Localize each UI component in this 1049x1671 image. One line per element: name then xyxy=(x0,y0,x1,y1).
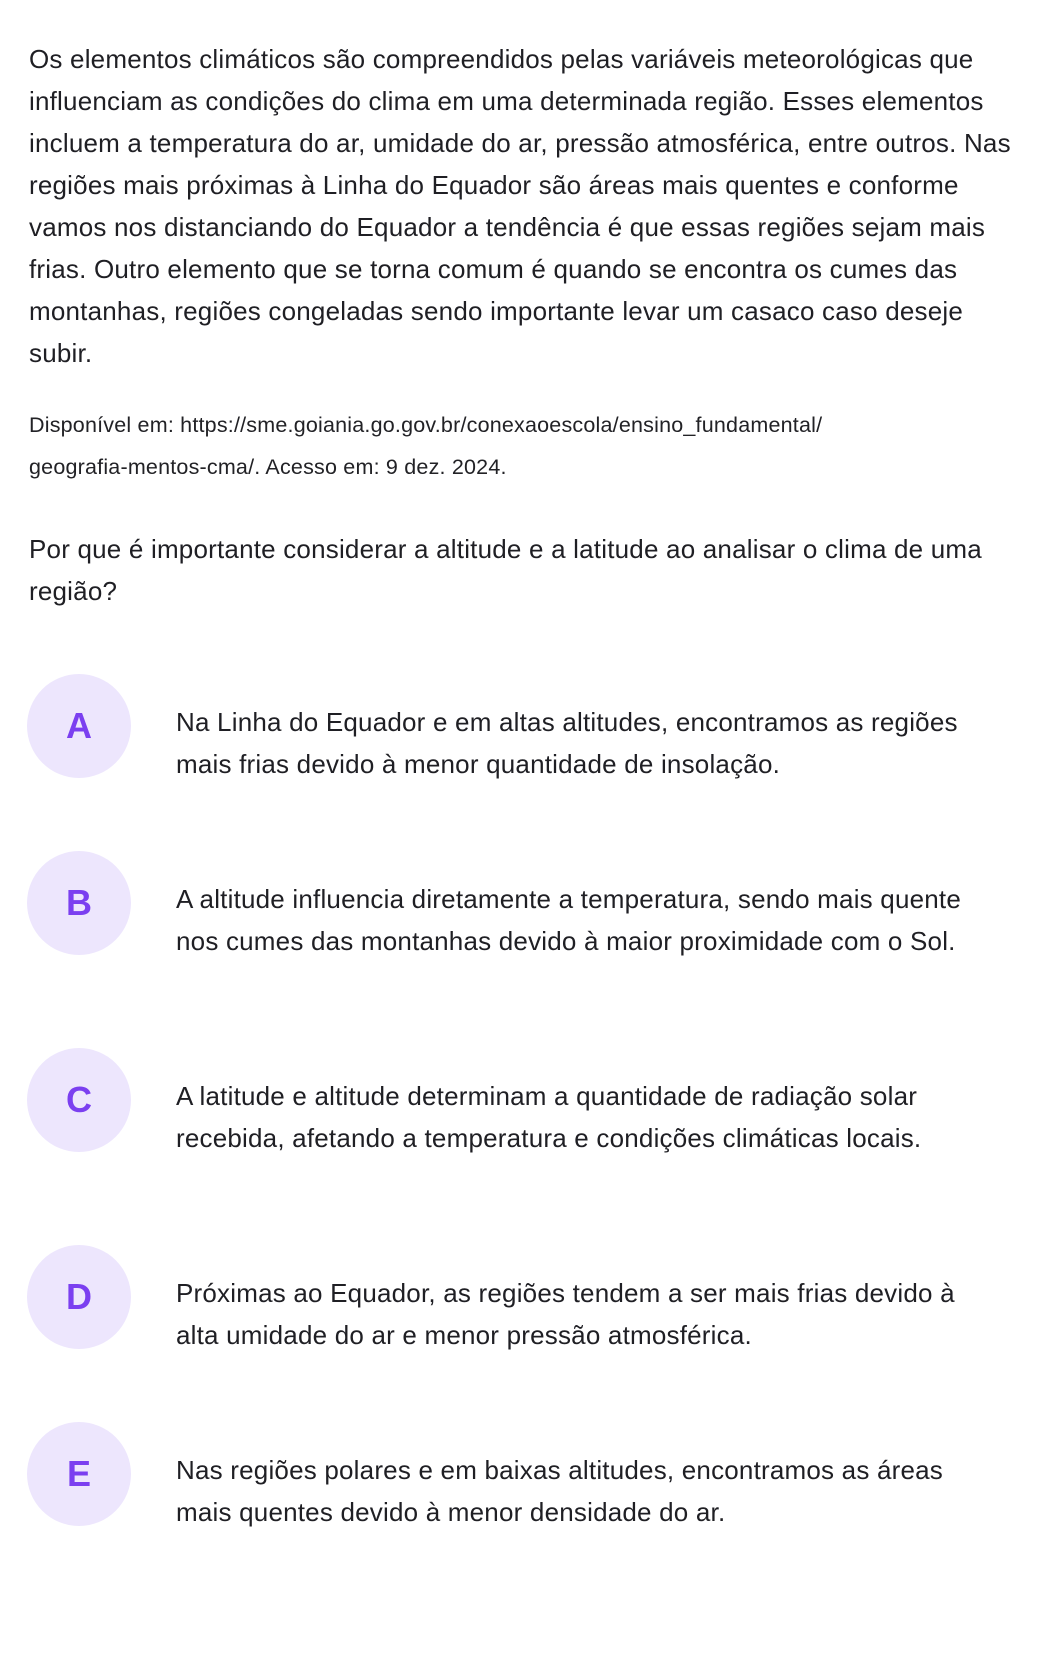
source-line-1: Disponível em: https://sme.goiania.go.gov.br/conexaoescola/ensino_fundamental/ xyxy=(29,413,823,437)
option-letter-e[interactable]: E xyxy=(27,1422,131,1526)
option-text-c[interactable]: A latitude e altitude determinam a quantidade de radiação solar recebida, afetando a temperatura e condições climáticas locais. xyxy=(176,1081,922,1153)
option-text-e[interactable]: Nas regiões polares e em baixas altitudes, encontramos as áreas mais quentes devido à menor densidade do ar. xyxy=(176,1455,943,1527)
option-text-b[interactable]: A altitude influencia diretamente a temperatura, sendo mais quente nos cumes das montanhas devido à maior proximidade com o Sol. xyxy=(176,884,962,956)
passage-text: Os elementos climáticos são compreendidos pelas variáveis meteorológicas que influenciam as condições do clima em uma determinada região. Esses elementos incluem a temperatura do ar, umidade do ar, pressão atmosférica, entre outros. Nas regiões mais próximas à Linha do Equador são áreas mais quentes e conforme vamos nos distanciando do Equador a tendência é que essas regiões sejam mais frias. Outro elemento que se torna comum é quando se encontra os cumes das montanhas, regiões congeladas sendo importante levar um casaco caso deseje subir. xyxy=(29,44,1011,368)
option-letter-c[interactable]: C xyxy=(27,1048,131,1152)
option-letter-a[interactable]: A xyxy=(27,674,131,778)
option-text-a[interactable]: Na Linha do Equador e em altas altitudes, encontramos as regiões mais frias devido à menor quantidade de insolação. xyxy=(176,707,958,779)
option-letter-d[interactable]: D xyxy=(27,1245,131,1349)
option-e[interactable] xyxy=(27,1422,1017,1533)
option-letter-b[interactable]: B xyxy=(27,851,131,955)
option-d[interactable] xyxy=(27,1245,1017,1356)
question-prompt: Por que é importante considerar a altitude e a latitude ao analisar o clima de uma região? xyxy=(29,534,982,606)
source-line-2: geografia-mentos-cma/. Acesso em: 9 dez. 2024. xyxy=(29,455,507,479)
source-citation xyxy=(29,404,1019,488)
option-b[interactable] xyxy=(27,851,1017,962)
option-a[interactable] xyxy=(27,674,1017,785)
option-c[interactable] xyxy=(27,1048,1017,1159)
option-text-d[interactable]: Próximas ao Equador, as regiões tendem a ser mais frias devido à alta umidade do ar e menor pressão atmosférica. xyxy=(176,1278,955,1350)
